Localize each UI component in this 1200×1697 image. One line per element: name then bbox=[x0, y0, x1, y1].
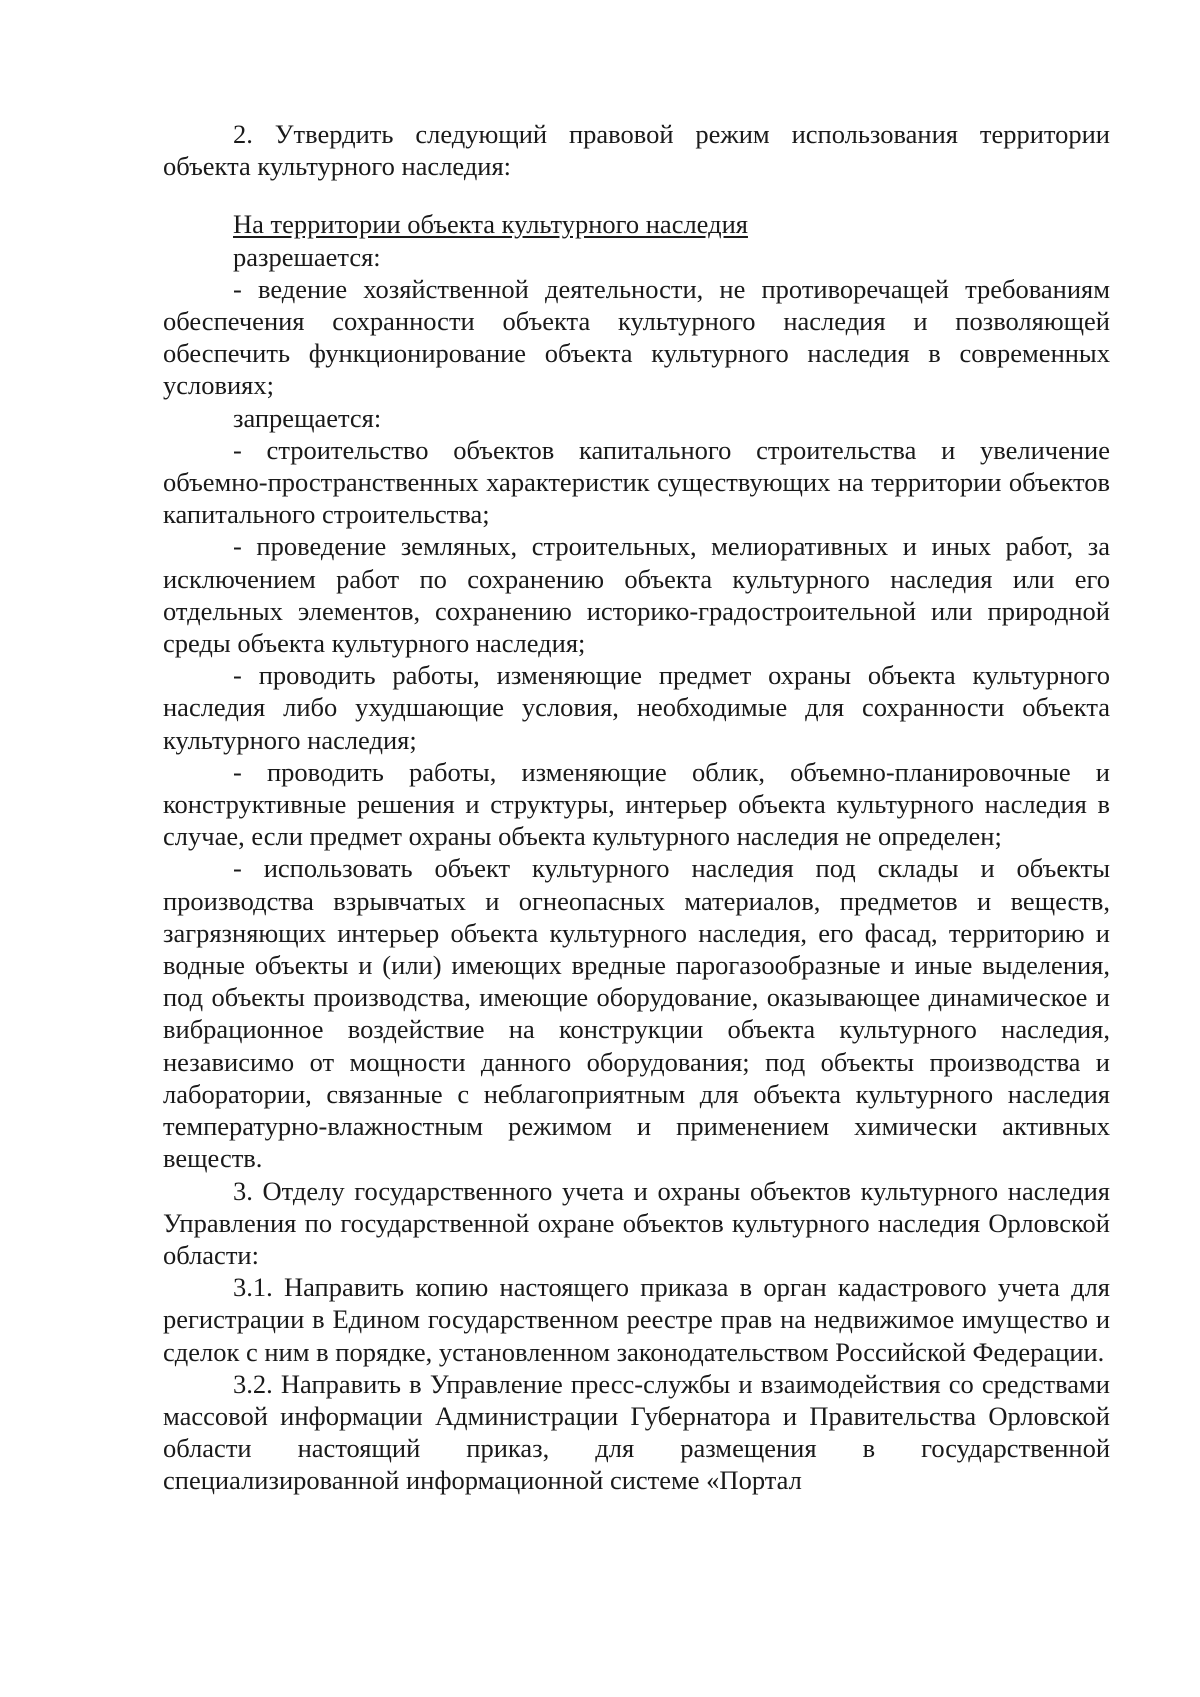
forbidden-item: - строительство объектов капитального строительства и увеличение объемно-пространственных характеристик существующих на территории объектов капитального строительства; bbox=[163, 434, 1110, 530]
forbidden-label: запрещается: bbox=[233, 402, 382, 433]
document-body bbox=[163, 118, 1110, 1497]
paragraph-gap bbox=[163, 182, 1110, 208]
paragraph-item-3-1: 3.1. Направить копию настоящего приказа в орган кадастрового учета для регистрации в Едином государственном реестре прав на недвижимое имущество и сделок с ним в порядке, установленном законодательством Российской Федерации. bbox=[163, 1272, 1110, 1367]
paragraph-item-3: 3. Отделу государственного учета и охраны объектов культурного наследия Управления по государственной охране объектов культурного наследия Орловской области: bbox=[163, 1175, 1110, 1270]
allowed-label: разрешается: bbox=[233, 241, 381, 272]
territory-heading-text: На территории объекта культурного наследия bbox=[233, 209, 748, 240]
forbidden-item: - проведение земляных, строительных, мелиоративных и иных работ, за исключением работ по сохранению объекта культурного наследия или его отдельных элементов, сохранению историко-градостроительной или природной среды объекта культурного наследия; bbox=[163, 531, 1110, 659]
paragraph-item-3-2: 3.2. Направить в Управление пресс-службы и взаимодействия со средствами массовой информации Администрации Губернатора и Правительства Орловской области настоящий приказ, для размещения в государственной специализированной информационной системе «Портал bbox=[163, 1368, 1110, 1496]
forbidden-item: - проводить работы, изменяющие облик, объемно-планировочные и конструктивные решения и структуры, интерьер объекта культурного наследия в случае, если предмет охраны объекта культурного наследия не определен; bbox=[163, 756, 1110, 852]
paragraph-item-2: 2. Утвердить следующий правовой режим использования территории объекта культурного наследия: bbox=[163, 119, 1110, 182]
allowed-item: - ведение хозяйственной деятельности, не противоречащей требованиям обеспечения сохранности объекта культурного наследия и позволяющей обеспечить функционирование объекта культурного наследия в современных условиях; bbox=[163, 273, 1110, 401]
territory-heading bbox=[163, 208, 1110, 240]
forbidden-item: - проводить работы, изменяющие предмет охраны объекта культурного наследия либо ухудшающие условия, необходимые для сохранности объекта культурного наследия; bbox=[163, 660, 1110, 755]
forbidden-item: - использовать объект культурного наследия под склады и объекты производства взрывчатых и огнеопасных материалов, предметов и веществ, загрязняющих интерьер объекта культурного наследия, его фасад, территорию и водные объекты и (или) имеющих вредные парогазообразные и иные выделения, под объекты производства, имеющие оборудование, оказывающее динамическое и вибрационное воздействие на конструкции объекта культурного наследия, независимо от мощности данного оборудования; под объекты производства и лаборатории, связанные с неблагоприятным для объекта культурного наследия температурно-влажностным режимом и применением химически активных веществ. bbox=[163, 853, 1110, 1174]
